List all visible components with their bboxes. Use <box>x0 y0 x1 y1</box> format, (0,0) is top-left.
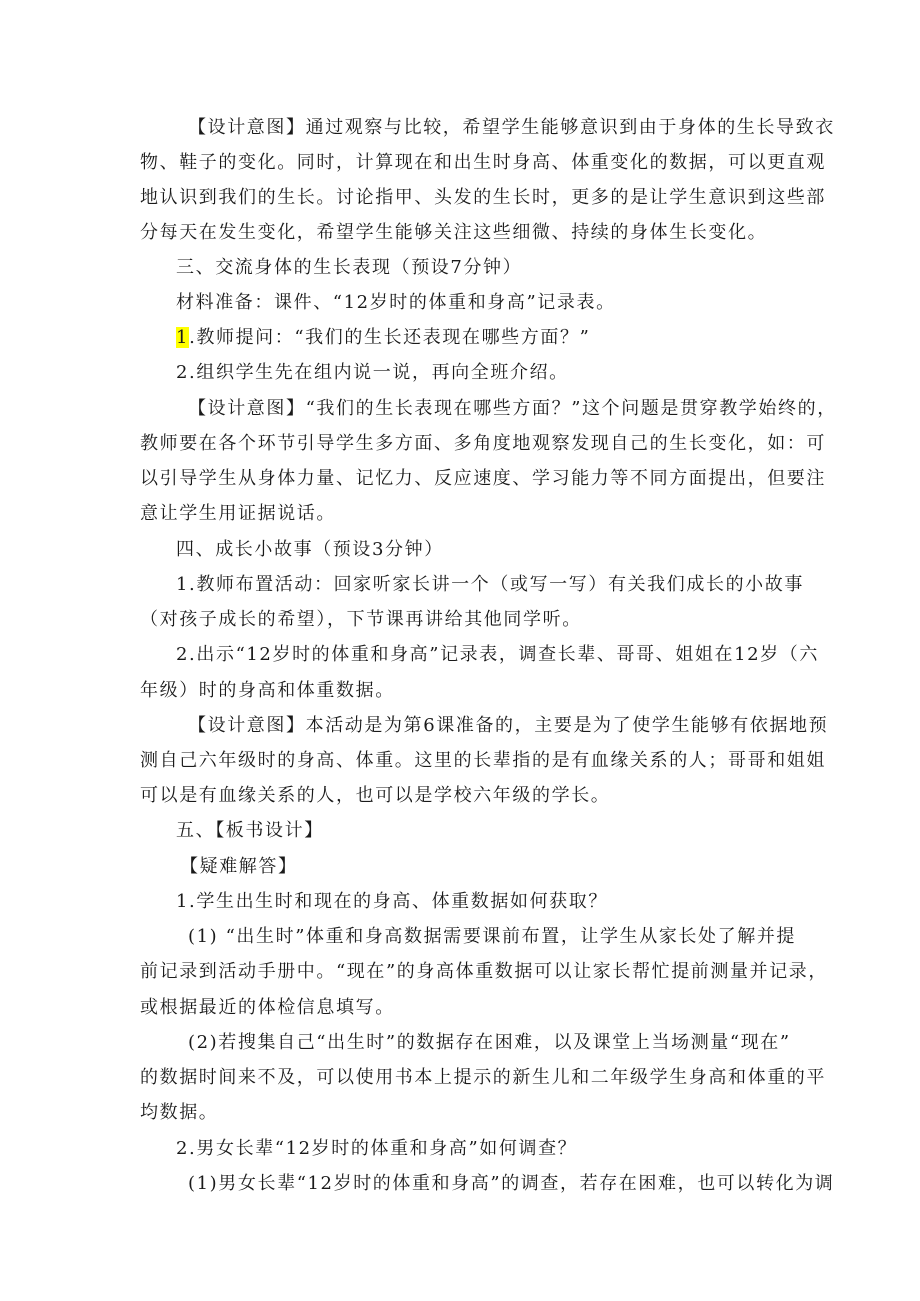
line-text: 测自己六年级时的身高、体重。这里的长辈指的是有血缘关系的人；哥哥和姐姐 <box>140 750 826 771</box>
paragraph-line <box>176 573 804 597</box>
paragraph-line <box>188 714 828 738</box>
line-text: .教师提问：“我们的生长还表现在哪些方面？” <box>189 327 591 348</box>
line-text: 2.组织学生先在组内说一说，再向全班介绍。 <box>176 362 569 383</box>
paragraph-line <box>176 291 616 315</box>
paragraph-line <box>176 361 569 385</box>
paragraph-line <box>188 1031 791 1055</box>
line-text: 【设计意图】“我们的生长表现在哪些方面？”这个问题是贯穿教学始终的， <box>188 398 837 419</box>
line-text: 分每天在发生变化，希望学生能够关注这些细微、持续的身体生长变化。 <box>140 222 768 243</box>
paragraph-line <box>176 890 608 914</box>
line-text: 以引导学生从身体力量、记忆力、反应速度、学习能力等不同方面提出，但要注 <box>140 468 826 489</box>
paragraph-line <box>140 432 826 456</box>
line-text: 意让学生用证据说话。 <box>140 503 336 524</box>
line-text: 年级）时的身高和体重数据。 <box>140 680 395 701</box>
paragraph-line <box>140 679 395 703</box>
paragraph-line <box>140 221 767 245</box>
line-text: 材料准备：课件、“12岁时的体重和身高”记录表。 <box>176 292 616 313</box>
line-text: 【设计意图】通过观察与比较，希望学生能够意识到由于身体的生长导致衣 <box>188 117 835 138</box>
line-text: (2)若搜集自己“出生时”的数据存在困难，以及课堂上当场测量“现在” <box>188 1032 791 1053</box>
paragraph-line <box>140 1101 218 1125</box>
line-text: 物、鞋子的变化。同时，计算现在和出生时身高、体重变化的数据，可以更直观 <box>140 152 826 173</box>
paragraph-line <box>140 1066 826 1090</box>
line-text: (1)男女长辈“12岁时的体重和身高”的调查，若存在困难，也可以转化为调 <box>188 1173 835 1194</box>
line-text: 三、交流身体的生长表现（预设7分钟） <box>176 257 523 278</box>
line-text: 【疑难解答】 <box>180 856 298 877</box>
paragraph-line <box>140 502 336 526</box>
paragraph-line <box>140 467 826 491</box>
line-text: 地认识到我们的生长。讨论指甲、头发的生长时，更多的是让学生意识到这些部 <box>140 187 826 208</box>
line-text: 五、【板书设计】 <box>176 820 324 841</box>
line-text: 2.男女长辈“12岁时的体重和身高”如何调查？ <box>176 1138 578 1159</box>
line-text: 可以是有血缘关系的人，也可以是学校六年级的学长。 <box>140 785 611 806</box>
paragraph-line <box>140 608 582 632</box>
paragraph-line <box>180 855 298 879</box>
paragraph-line <box>176 256 522 280</box>
paragraph-line <box>188 397 837 421</box>
line-text: 均数据。 <box>140 1102 219 1123</box>
line-text: 教师要在各个环节引导学生多方面、多角度地观察发现自己的生长变化，如：可 <box>140 433 826 454</box>
paragraph-line <box>176 643 819 667</box>
highlighted-number: 1 <box>176 327 190 348</box>
line-text: （对孩子成长的希望），下节课再讲给其他同学听。 <box>140 609 582 630</box>
paragraph-line <box>188 116 835 140</box>
line-text: 或根据最近的体检信息填写。 <box>140 997 395 1018</box>
paragraph-line <box>188 925 796 949</box>
paragraph-line <box>176 1137 577 1161</box>
line-text: 前记录到活动手册中。“现在”的身高体重数据可以让家长帮忙提前测量并记录， <box>140 961 829 982</box>
paragraph-line <box>176 326 590 350</box>
paragraph-line <box>140 784 610 808</box>
line-text: 【设计意图】本活动是为第6课准备的，主要是为了使学生能够有依据地预 <box>188 715 829 736</box>
line-text: 1.学生出生时和现在的身高、体重数据如何获取？ <box>176 891 608 912</box>
line-text: 1.教师布置活动：回家听家长讲一个（或写一写）有关我们成长的小故事 <box>176 574 804 595</box>
line-text: 的数据时间来不及，可以使用书本上提示的新生儿和二年级学生身高和体重的平 <box>140 1067 826 1088</box>
paragraph-line <box>140 151 826 175</box>
line-text: (1) “出生时”体重和身高数据需要课前布置，让学生从家长处了解并提 <box>188 926 797 947</box>
paragraph-line <box>176 819 324 843</box>
paragraph-line <box>140 186 826 210</box>
paragraph-line <box>140 996 395 1020</box>
paragraph-line <box>188 1172 834 1196</box>
paragraph-line <box>140 960 828 984</box>
paragraph-line <box>140 749 826 773</box>
paragraph-line <box>176 538 444 562</box>
line-text: 四、成长小故事（预设3分钟） <box>176 539 444 560</box>
line-text: 2.出示“12岁时的体重和身高”记录表，调查长辈、哥哥、姐姐在12岁（六 <box>176 644 819 665</box>
